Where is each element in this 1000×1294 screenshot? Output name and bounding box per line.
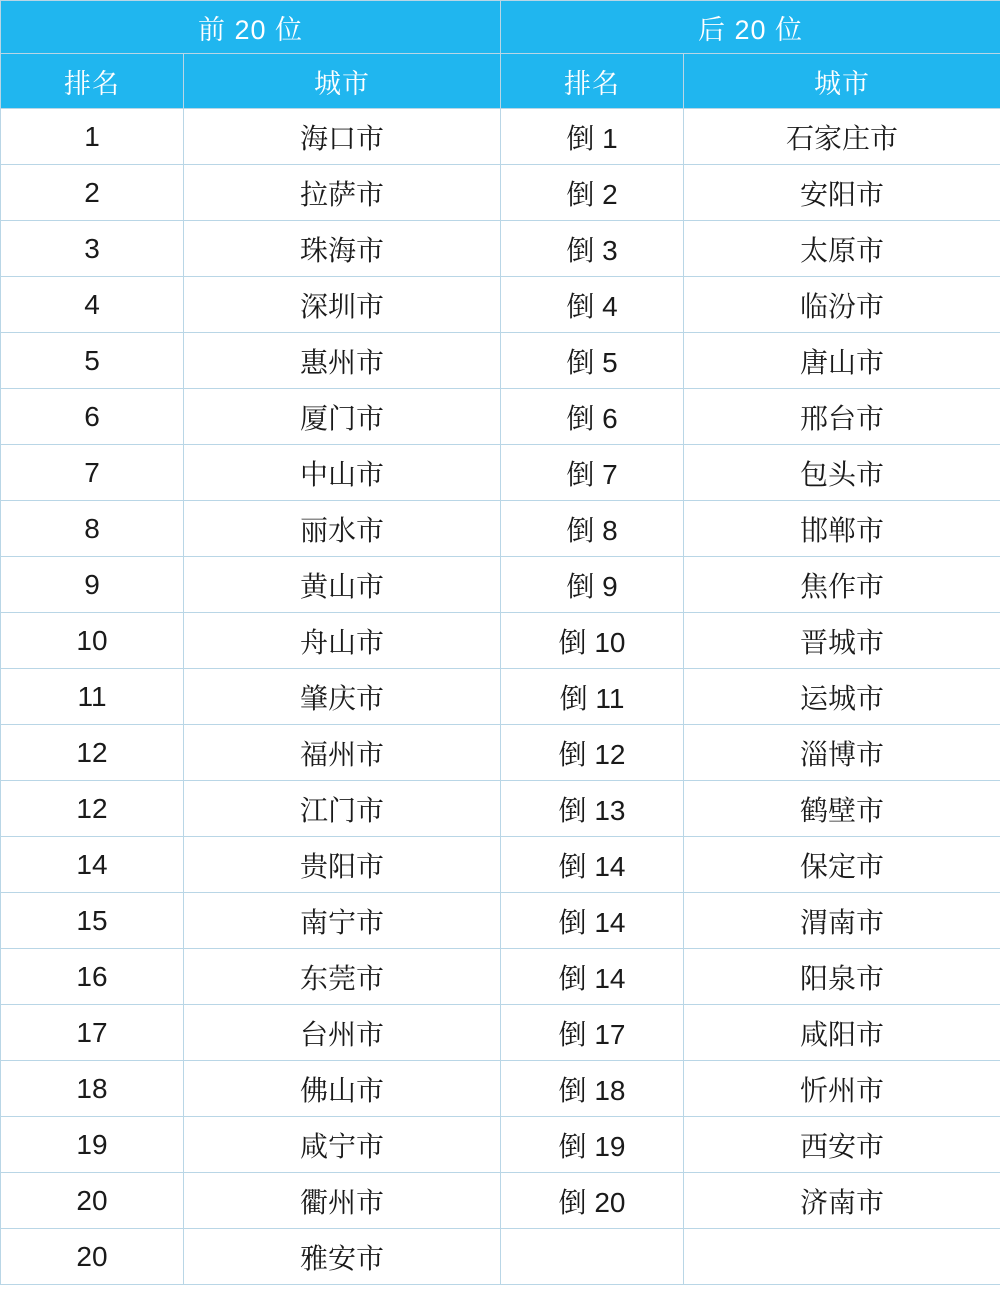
cell-bottom-city: 石家庄市 [684, 109, 1000, 165]
cell-top-city: 厦门市 [184, 389, 501, 445]
cell-bottom-rank: 倒 12 [501, 725, 684, 781]
cell-bottom-city: 忻州市 [684, 1061, 1000, 1117]
cell-bottom-city: 临汾市 [684, 277, 1000, 333]
cell-bottom-city: 唐山市 [684, 333, 1000, 389]
cell-bottom-rank: 倒 6 [501, 389, 684, 445]
cell-top-rank: 2 [1, 165, 184, 221]
column-header-row [1, 54, 1000, 109]
cell-top-city: 东莞市 [184, 949, 501, 1005]
cell-top-city: 雅安市 [184, 1229, 501, 1285]
table-row [1, 165, 1000, 221]
column-header-top-rank: 排名 [1, 54, 184, 109]
cell-top-rank: 9 [1, 557, 184, 613]
cell-top-city: 福州市 [184, 725, 501, 781]
cell-top-city: 肇庆市 [184, 669, 501, 725]
cell-bottom-city: 渭南市 [684, 893, 1000, 949]
cell-top-rank: 8 [1, 501, 184, 557]
group-header-row [1, 1, 1000, 54]
cell-top-rank: 19 [1, 1117, 184, 1173]
cell-top-city: 珠海市 [184, 221, 501, 277]
cell-top-rank: 12 [1, 725, 184, 781]
column-header-bottom-rank: 排名 [501, 54, 684, 109]
cell-bottom-city: 邢台市 [684, 389, 1000, 445]
cell-top-city: 丽水市 [184, 501, 501, 557]
cell-top-city: 贵阳市 [184, 837, 501, 893]
group-header-bottom20: 后 20 位 [501, 1, 1000, 54]
cell-top-city: 海口市 [184, 109, 501, 165]
cell-top-city: 衢州市 [184, 1173, 501, 1229]
cell-bottom-rank: 倒 14 [501, 893, 684, 949]
table-row [1, 109, 1000, 165]
cell-bottom-rank: 倒 17 [501, 1005, 684, 1061]
table-row [1, 1229, 1000, 1285]
table-row [1, 781, 1000, 837]
table-row [1, 669, 1000, 725]
table-row [1, 557, 1000, 613]
cell-top-rank: 1 [1, 109, 184, 165]
table-row [1, 1117, 1000, 1173]
table-row [1, 277, 1000, 333]
cell-top-city: 舟山市 [184, 613, 501, 669]
cell-bottom-city: 阳泉市 [684, 949, 1000, 1005]
cell-bottom-city: 淄博市 [684, 725, 1000, 781]
cell-bottom-rank: 倒 14 [501, 837, 684, 893]
cell-top-rank: 17 [1, 1005, 184, 1061]
cell-bottom-city: 安阳市 [684, 165, 1000, 221]
cell-bottom-city: 邯郸市 [684, 501, 1000, 557]
cell-bottom-rank: 倒 10 [501, 613, 684, 669]
cell-top-rank: 20 [1, 1229, 184, 1285]
cell-bottom-rank: 倒 1 [501, 109, 684, 165]
table-row [1, 949, 1000, 1005]
cell-bottom-city: 包头市 [684, 445, 1000, 501]
cell-bottom-city: 济南市 [684, 1173, 1000, 1229]
table-row [1, 389, 1000, 445]
cell-bottom-rank: 倒 9 [501, 557, 684, 613]
cell-top-rank: 3 [1, 221, 184, 277]
cell-top-rank: 14 [1, 837, 184, 893]
table-row [1, 1005, 1000, 1061]
cell-top-rank: 7 [1, 445, 184, 501]
cell-bottom-rank: 倒 19 [501, 1117, 684, 1173]
cell-top-city: 咸宁市 [184, 1117, 501, 1173]
cell-bottom-city: 保定市 [684, 837, 1000, 893]
cell-bottom-rank: 倒 20 [501, 1173, 684, 1229]
cell-bottom-city: 太原市 [684, 221, 1000, 277]
cell-bottom-rank: 倒 13 [501, 781, 684, 837]
cell-bottom-rank: 倒 14 [501, 949, 684, 1005]
cell-bottom-rank: 倒 2 [501, 165, 684, 221]
cell-top-rank: 10 [1, 613, 184, 669]
table-row [1, 221, 1000, 277]
cell-top-rank: 15 [1, 893, 184, 949]
cell-bottom-city: 运城市 [684, 669, 1000, 725]
cell-top-city: 佛山市 [184, 1061, 501, 1117]
table-row [1, 501, 1000, 557]
cell-top-rank: 6 [1, 389, 184, 445]
cell-bottom-rank: 倒 7 [501, 445, 684, 501]
cell-bottom-rank: 倒 8 [501, 501, 684, 557]
cell-top-city: 江门市 [184, 781, 501, 837]
table-row [1, 333, 1000, 389]
cell-bottom-rank: 倒 5 [501, 333, 684, 389]
table-row [1, 613, 1000, 669]
table-row [1, 1061, 1000, 1117]
cell-bottom-city [684, 1229, 1000, 1285]
table-row [1, 445, 1000, 501]
cell-bottom-city: 晋城市 [684, 613, 1000, 669]
cell-top-city: 惠州市 [184, 333, 501, 389]
cell-bottom-rank: 倒 18 [501, 1061, 684, 1117]
cell-bottom-city: 西安市 [684, 1117, 1000, 1173]
cell-bottom-rank [501, 1229, 684, 1285]
cell-bottom-city: 焦作市 [684, 557, 1000, 613]
table-row [1, 893, 1000, 949]
table-header [1, 1, 1000, 109]
cell-bottom-city: 鹤壁市 [684, 781, 1000, 837]
cell-top-rank: 5 [1, 333, 184, 389]
cell-top-city: 台州市 [184, 1005, 501, 1061]
table-row [1, 1173, 1000, 1229]
cell-bottom-city: 咸阳市 [684, 1005, 1000, 1061]
cell-top-rank: 12 [1, 781, 184, 837]
cell-top-rank: 16 [1, 949, 184, 1005]
cell-top-rank: 11 [1, 669, 184, 725]
cell-bottom-rank: 倒 11 [501, 669, 684, 725]
cell-top-city: 中山市 [184, 445, 501, 501]
cell-top-city: 南宁市 [184, 893, 501, 949]
cell-bottom-rank: 倒 4 [501, 277, 684, 333]
column-header-bottom-city: 城市 [684, 54, 1000, 109]
cell-top-rank: 4 [1, 277, 184, 333]
table-body [1, 109, 1000, 1285]
table-row [1, 837, 1000, 893]
column-header-top-city: 城市 [184, 54, 501, 109]
cell-top-city: 深圳市 [184, 277, 501, 333]
cell-top-rank: 18 [1, 1061, 184, 1117]
table-row [1, 725, 1000, 781]
cell-top-city: 黄山市 [184, 557, 501, 613]
cell-top-rank: 20 [1, 1173, 184, 1229]
cell-bottom-rank: 倒 3 [501, 221, 684, 277]
group-header-top20: 前 20 位 [1, 1, 501, 54]
cell-top-city: 拉萨市 [184, 165, 501, 221]
